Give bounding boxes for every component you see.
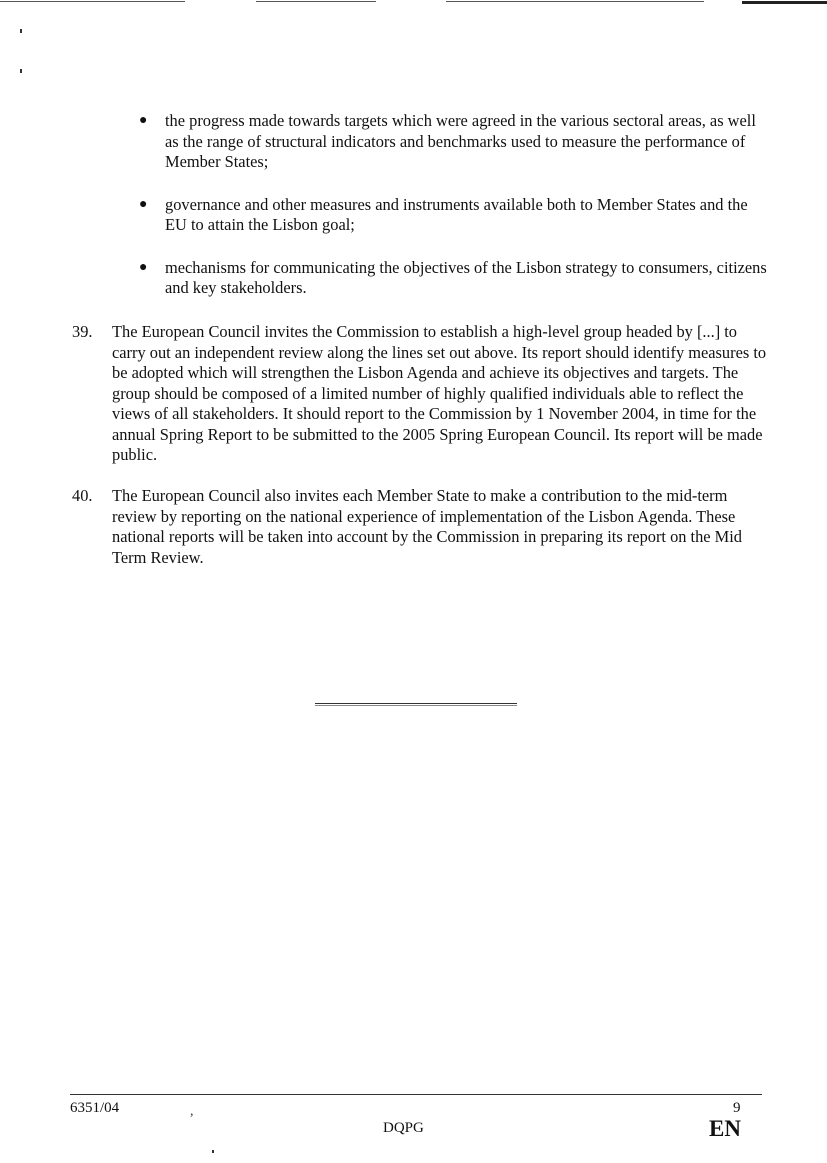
bullet-item bbox=[139, 258, 769, 299]
bullet-text: governance and other measures and instruments available both to Member States and the EU to attain the Lisbon goal; bbox=[165, 194, 748, 234]
paragraph-number: 39. bbox=[72, 322, 93, 341]
footer-language-code: EN bbox=[709, 1116, 741, 1141]
scan-edge-line bbox=[0, 1, 185, 2]
bullet-icon: ● bbox=[139, 113, 148, 128]
numbered-paragraph bbox=[72, 486, 772, 568]
scan-mark bbox=[20, 29, 22, 33]
paragraph-number: 40. bbox=[72, 486, 93, 505]
scan-mark bbox=[212, 1150, 214, 1153]
paragraph-text: The European Council invites the Commission to establish a high-level group headed by [...] to carry out an independent review along the lines set out above. Its report should identify measures to be adopted which will strengthen the Lisbon Agenda and achieve its objectives and targets. The group should be composed of a limited number of highly qualified individuals able to reflect the views of all stakeholders. It should report to the Commission by 1 November 2004, in time for the annual Spring Report to be submitted to the 2005 Spring European Council. Its report will be made public. bbox=[112, 322, 767, 464]
bullet-icon: ● bbox=[139, 196, 148, 212]
scan-edge-line bbox=[256, 1, 376, 2]
bullet-text: the progress made towards targets which were agreed in the various sectoral areas, as well as the range of structural indicators and benchmarks used to measure the performance of Member States; bbox=[165, 111, 756, 171]
scan-mark: , bbox=[190, 1104, 194, 1119]
numbered-paragraph bbox=[72, 322, 772, 466]
scan-edge-line bbox=[446, 1, 704, 2]
footer-unit: DQPG bbox=[383, 1120, 424, 1136]
scan-mark bbox=[20, 69, 22, 73]
bullet-icon: ● bbox=[139, 259, 148, 275]
bullet-text: mechanisms for communicating the objectives of the Lisbon strategy to consumers, citizens and key stakeholders. bbox=[165, 257, 767, 297]
footer-page-number: 9 bbox=[733, 1100, 741, 1116]
paragraph-text: The European Council also invites each Member State to make a contribution to the mid-term review by reporting on the national experience of implementation of the Lisbon Agenda. These national reports will be taken into account by the Commission in preparing its report on the Mid Term Review. bbox=[112, 486, 743, 567]
footer-doc-number: 6351/04 bbox=[70, 1100, 120, 1116]
bullet-item bbox=[139, 195, 769, 236]
bullet-list bbox=[139, 111, 769, 321]
scan-edge-line bbox=[742, 1, 827, 4]
bullet-item bbox=[139, 111, 769, 173]
footer-rule bbox=[70, 1094, 762, 1095]
section-end-rule bbox=[315, 703, 517, 706]
